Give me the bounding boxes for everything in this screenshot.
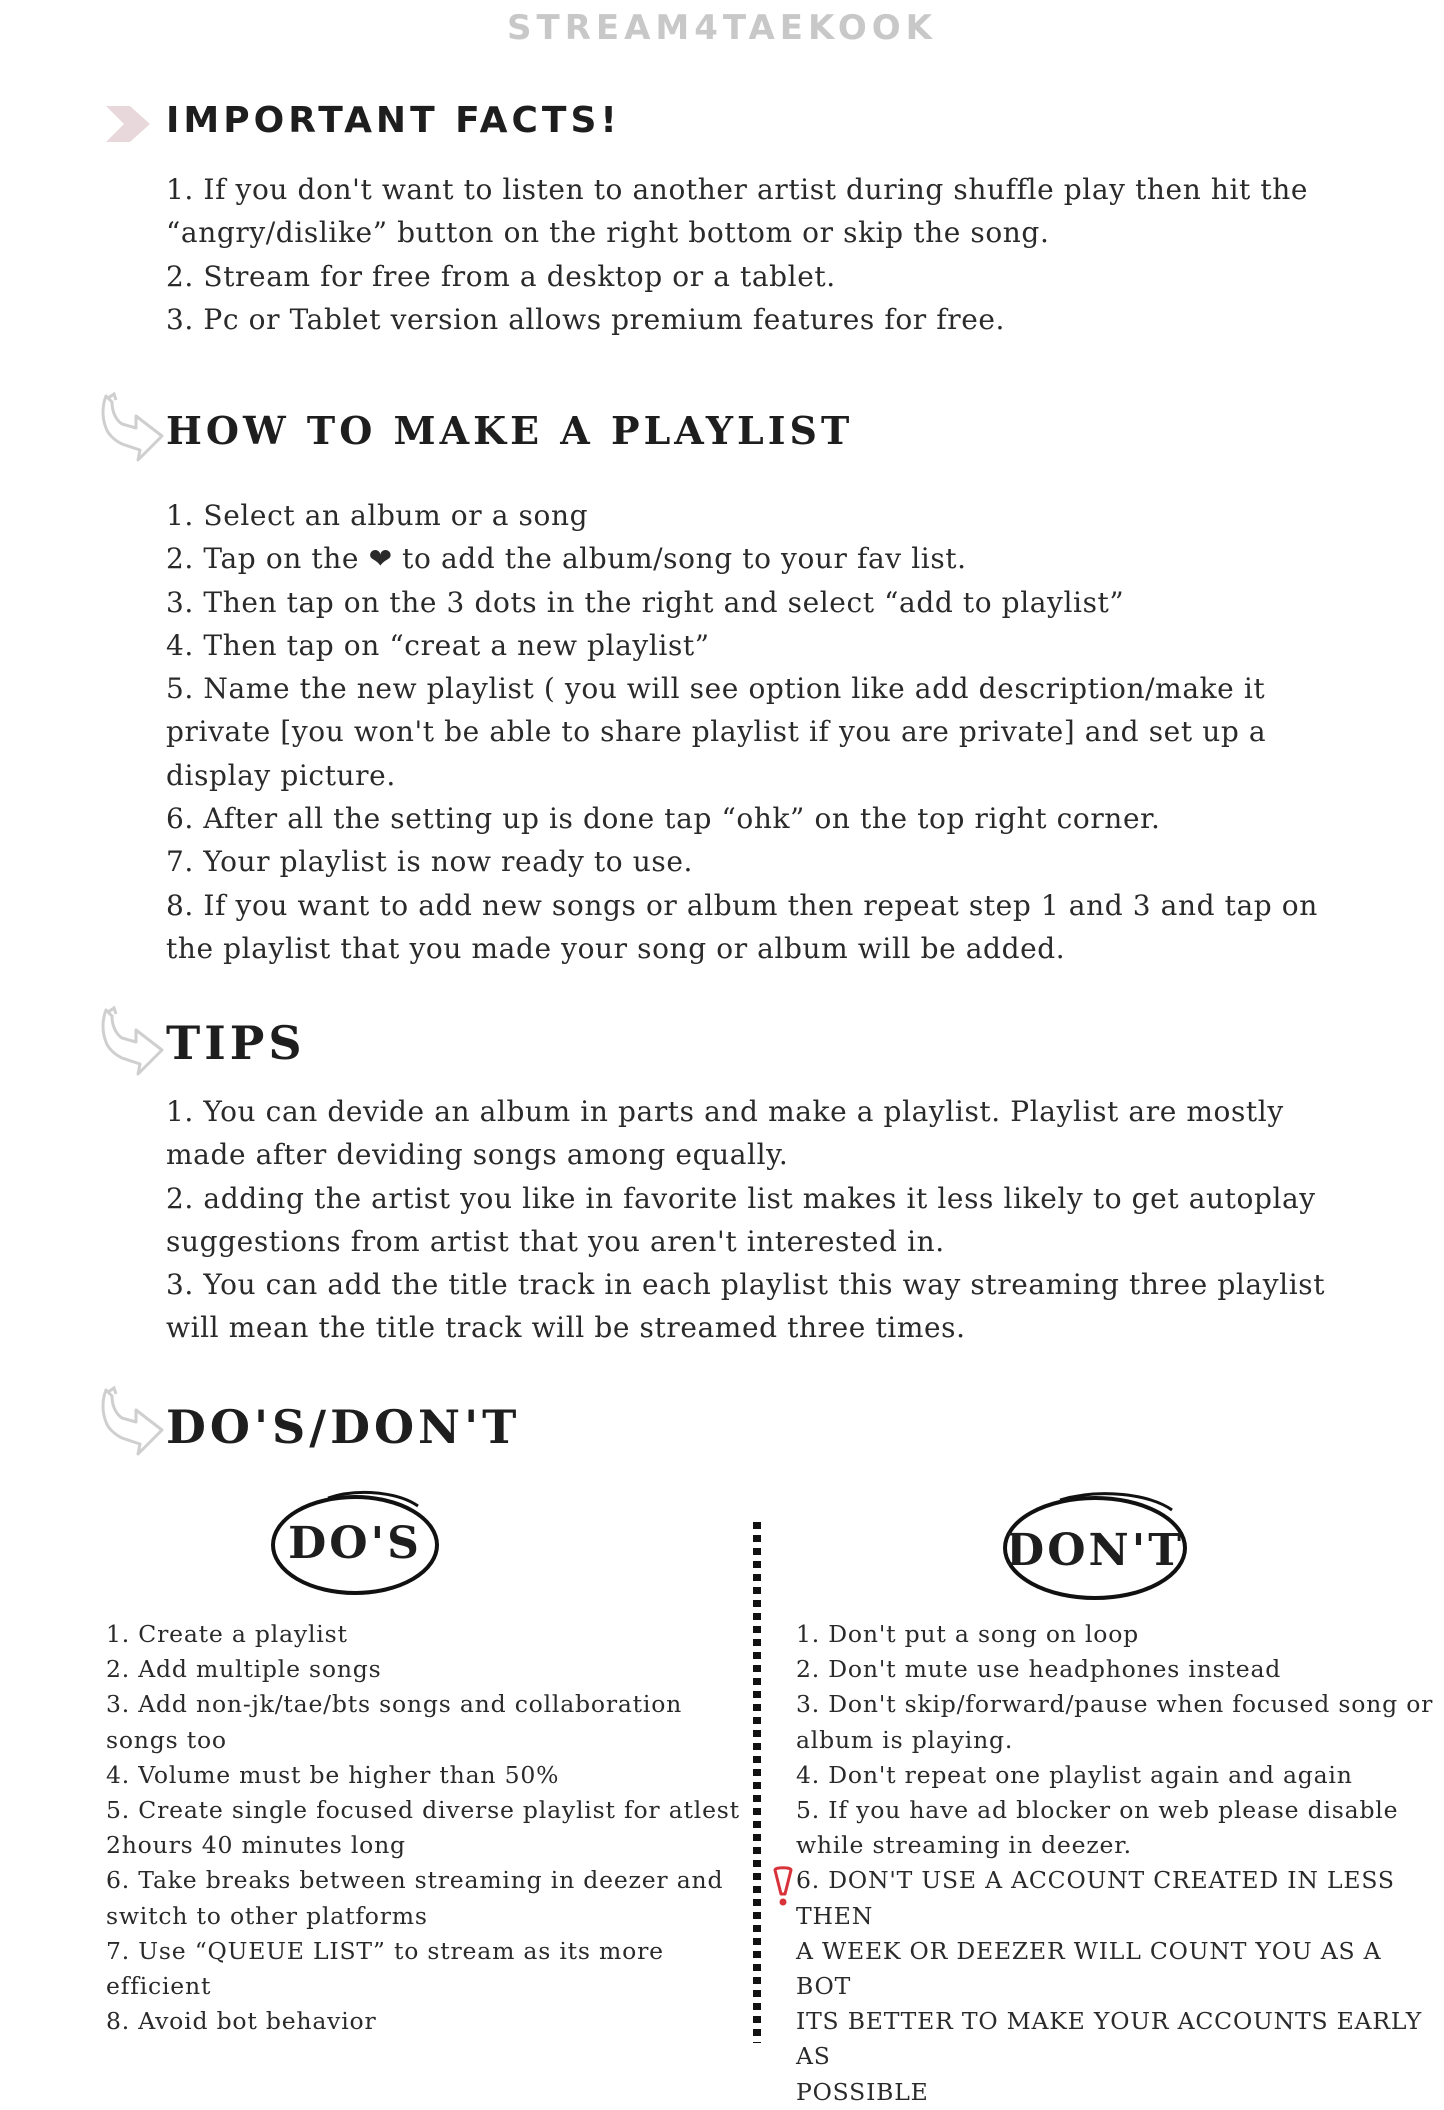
list-item: will mean the title track will be streamed three times. (166, 1311, 966, 1345)
list-item: 8. Avoid bot behavior (106, 2007, 377, 2036)
brand-header: STREAM4TAEKOOK (507, 8, 937, 48)
facts-list (166, 168, 1366, 341)
list-item: private [you won't be able to share playlist if you are private] and set up a (166, 715, 1267, 749)
list-item: 3. Don't skip/forward/pause when focused song or (796, 1690, 1434, 1719)
list-item: 6. After all the setting up is done tap “ohk” on the top right corner. (166, 802, 1161, 836)
list-item: 1. Select an album or a song (166, 499, 589, 532)
dos-label: DO'S (288, 1518, 422, 1569)
dos-list (106, 1617, 746, 2039)
list-item: 4. Volume must be higher than 50% (106, 1760, 560, 1789)
list-item: 4. Then tap on “creat a new playlist” (166, 628, 710, 662)
tips-list (166, 1090, 1366, 1350)
list-item: suggestions from artist that you aren't interested in. (166, 1224, 945, 1258)
hand-pointer-icon (98, 1006, 168, 1078)
list-item: “angry/dislike” button on the right bottom or skip the song. (166, 216, 1050, 250)
section-title-facts: IMPORTANT FACTS! (166, 100, 621, 141)
section-title-playlist: HOW TO MAKE A PLAYLIST (166, 408, 854, 453)
list-item: 3. Then tap on the 3 dots in the right and select “add to playlist” (166, 585, 1125, 619)
list-item: the playlist that you made your song or album will be added. (166, 931, 1066, 965)
list-item: 2. Tap on the ❤ to add the album/song to your fav list. (166, 542, 967, 576)
section-title-tips: TIPS (166, 1016, 306, 1070)
list-item: 1. If you don't want to listen to another artist during shuffle play then hit the (166, 173, 1309, 206)
list-item: album is playing. (796, 1725, 1014, 1754)
dont-label: DON'T (1006, 1525, 1184, 1576)
list-item: while streaming in deezer. (796, 1831, 1132, 1860)
dotted-divider (753, 1522, 761, 2043)
list-item: 1. You can devide an album in parts and make a playlist. Playlist are mostly (166, 1095, 1284, 1128)
chevron-icon (106, 106, 150, 142)
hand-pointer-icon (98, 392, 168, 464)
list-item: 7. Your playlist is now ready to use. (166, 845, 694, 879)
list-item: display picture. (166, 758, 396, 792)
list-item: 6. DON'T USE A ACCOUNT CREATED IN LESS THEN (796, 1866, 1395, 1930)
list-item: 4. Don't repeat one playlist again and again (796, 1760, 1353, 1789)
hand-pointer-icon (98, 1386, 168, 1458)
list-item: made after deviding songs among equally. (166, 1138, 789, 1172)
list-item: ITS BETTER TO MAKE YOUR ACCOUNTS EARLY AS (796, 2007, 1423, 2071)
list-item: switch to other platforms (106, 1901, 428, 1930)
list-item: POSSIBLE (796, 2077, 929, 2106)
list-item: 2. Add multiple songs (106, 1655, 382, 1684)
list-item: 6. Take breaks between streaming in deezer and (106, 1866, 724, 1895)
list-item: 7. Use “QUEUE LIST” to stream as its more efficient (106, 1936, 664, 2001)
list-item: 2. Don't mute use headphones instead (796, 1655, 1282, 1684)
list-item: 1. Don't put a song on loop (796, 1620, 1140, 1648)
list-item: 5. Create single focused diverse playlist for atlest (106, 1796, 740, 1825)
list-item: 8. If you want to add new songs or album then repeat step 1 and 3 and tap on (166, 888, 1318, 922)
list-item: A WEEK OR DEEZER WILL COUNT YOU AS A BOT (796, 1936, 1382, 2001)
list-item: 5. If you have ad blocker on web please disable (796, 1796, 1399, 1825)
list-item: songs too (106, 1725, 227, 1754)
playlist-steps (166, 494, 1366, 970)
list-item: 3. You can add the title track in each playlist this way streaming three playlist (166, 1268, 1326, 1302)
dont-list (796, 1617, 1436, 2110)
list-item: 5. Name the new playlist ( you will see option like add description/make it (166, 672, 1266, 706)
list-item: 3. Add non-jk/tae/bts songs and collaboration (106, 1690, 683, 1719)
list-item: 3. Pc or Tablet version allows premium features for free. (166, 302, 1006, 336)
list-item: 2. adding the artist you like in favorite list makes it less likely to get autoplay (166, 1181, 1316, 1215)
section-title-dosdont: DO'S/DON'T (166, 1400, 521, 1454)
list-item: 2. Stream for free from a desktop or a tablet. (166, 259, 836, 293)
warning-icon (772, 1866, 794, 1908)
list-item: 2hours 40 minutes long (106, 1831, 406, 1860)
list-item: 1. Create a playlist (106, 1620, 348, 1648)
